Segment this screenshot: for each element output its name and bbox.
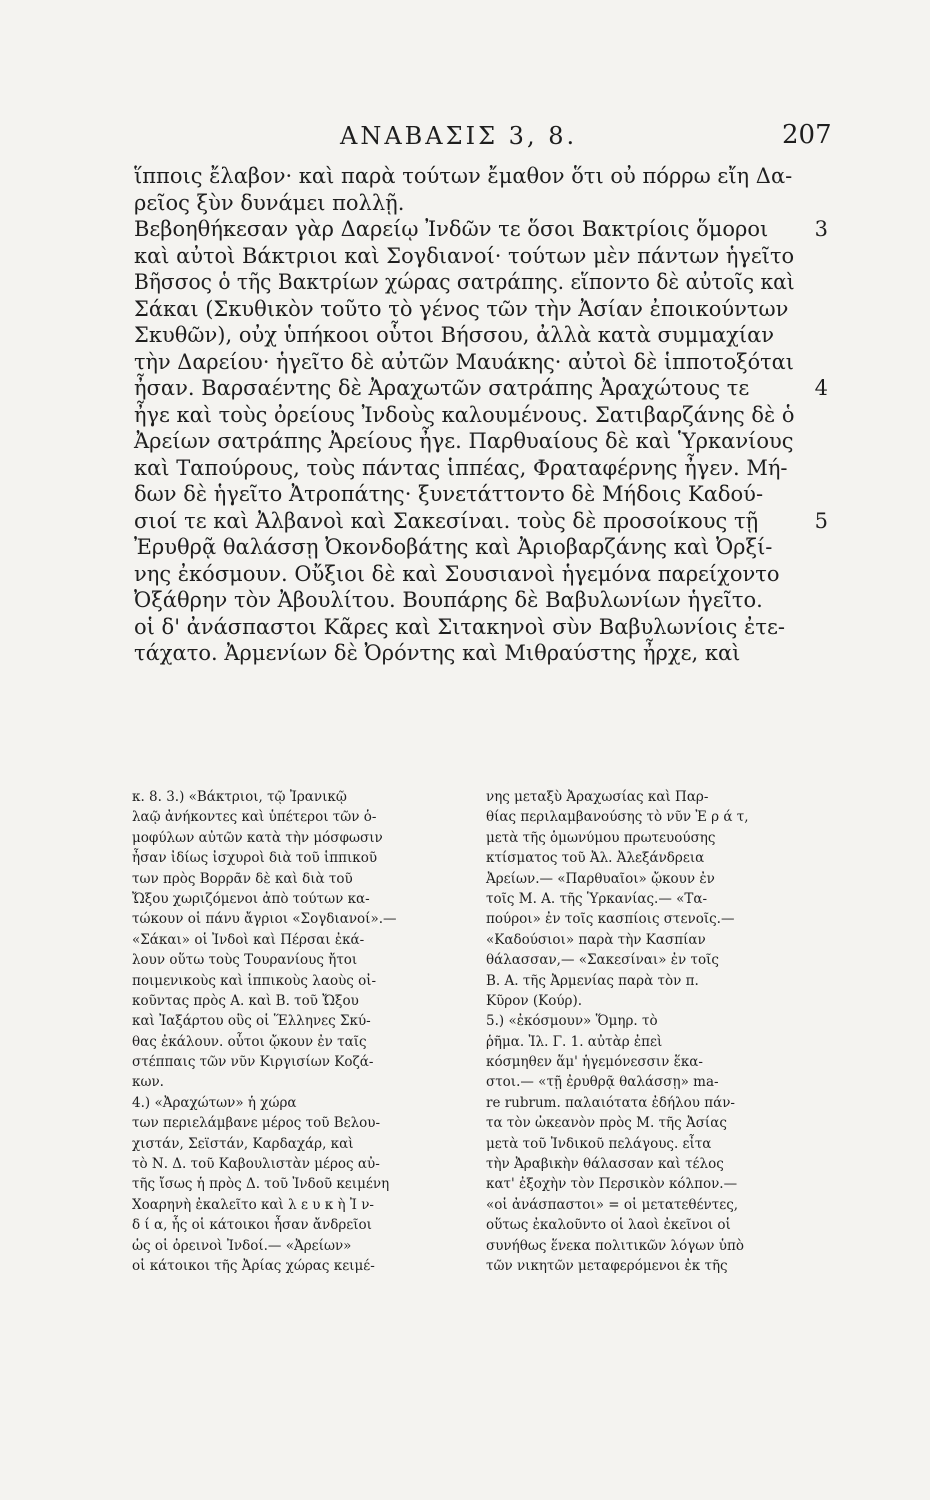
text-line bbox=[134, 269, 824, 296]
footnote-line: τῶν νικητῶν μεταφερόμενοι ἐκ τῆς bbox=[486, 1257, 728, 1274]
text-line bbox=[134, 508, 828, 535]
text-line bbox=[134, 561, 824, 588]
footnote-line: 4.) «Ἀραχώτων» ἡ χώρα bbox=[132, 1094, 297, 1111]
footnote-line: Ἀρείων.— «Παρθυαῖοι» ᾤκουν ἐν bbox=[486, 870, 715, 887]
main-text-block bbox=[134, 163, 828, 667]
footnote-line: θάλασσαν,— «Σακεσίναι» ἐν τοῖς bbox=[486, 952, 719, 969]
footnote-line: τὴν Ἀραβικὴν θάλασσαν καὶ τέλος bbox=[486, 1156, 724, 1173]
footnote-line: κτίσματος τοῦ Ἀλ. Ἀλεξάνδρεια bbox=[486, 850, 705, 867]
footnote-line: δ ί α, ἧς οἱ κάτοικοι ἦσαν ἄνδρεῖοι bbox=[132, 1217, 372, 1234]
text-line bbox=[134, 375, 828, 402]
text-line bbox=[134, 587, 824, 614]
text-line-content: ρεῖος ξὺν δυνάμει πολλῇ. bbox=[134, 190, 405, 215]
footnote-line: κων. bbox=[132, 1074, 164, 1091]
footnote-line: χιστάν, Σεϊστάν, Καρδαχάρ, καὶ bbox=[132, 1135, 354, 1152]
text-line-content: οἱ δ' ἀνάσπαστοι Κᾶρες καὶ Σιτακηνοὶ σὺν Βαβυλωνίοις ἐτε- bbox=[134, 614, 785, 639]
footnote-line: τα τὸν ὠκεανὸν πρὸς Μ. τῆς Ἀσίας bbox=[486, 1115, 727, 1132]
text-line bbox=[134, 322, 824, 349]
text-line-content: τὴν Δαρείου· ἡγεῖτο δὲ αὐτῶν Μαυάκης· αὐτοὶ δὲ ἱπποτοξόται bbox=[134, 349, 794, 374]
footnote-line: Χοαρηνὴ ἐκαλεῖτο καὶ λ ε υ κ ὴ Ἰ ν- bbox=[132, 1196, 374, 1213]
text-line-content: σιοί τε καὶ Ἀλβανοὶ καὶ Σακεσίναι. τοὺς δὲ προσοίκους τῇ bbox=[134, 508, 759, 533]
running-head bbox=[0, 118, 930, 158]
text-line bbox=[134, 163, 824, 190]
text-line-content: καὶ Ταπούρους, τοὺς πάντας ἱππέας, Φραταφέρνης ἦγεν. Μή- bbox=[134, 455, 788, 480]
footnote-line: συνήθως ἕνεκα πολιτικῶν λόγων ὑπὸ bbox=[486, 1237, 745, 1254]
page-number: 207 bbox=[782, 120, 832, 150]
text-line-content: ἵπποις ἔλαβον· καὶ παρὰ τούτων ἔμαθον ὅτι οὐ πόρρω εἴη Δα- bbox=[134, 164, 793, 188]
section-number: 5 bbox=[814, 508, 828, 533]
footnote-line: στέππαις τῶν νῦν Κιργισίων Κοζά- bbox=[132, 1054, 374, 1071]
footnote-line: θίας περιλαμβανούσης τὸ νῦν Ἐ ρ ά τ, bbox=[486, 809, 749, 826]
text-line-content: Σκυθῶν), οὐχ ὑπήκοοι οὗτοι Βήσσου, ἀλλὰ κατὰ συμμαχίαν bbox=[134, 323, 775, 347]
text-line bbox=[134, 216, 828, 243]
text-line-content: Ὀξάθρην τὸν Ἀβουλίτου. Βουπάρης δὲ Βαβυλωνίων ἡγεῖτο. bbox=[134, 588, 763, 612]
footnote-line: στοι.— «τῇ ἐρυθρᾷ θαλάσσῃ» ma- bbox=[486, 1074, 719, 1091]
footnote-line: κ. 8. 3.) «Βάκτριοι, τῷ Ἰρανικῷ bbox=[132, 789, 347, 805]
text-line bbox=[134, 534, 824, 561]
text-line bbox=[134, 455, 824, 482]
footnote-line: πούροι» ἐν τοῖς κασπίοις στενοῖς.— bbox=[486, 911, 735, 928]
text-line-content: δων δὲ ἡγεῖτο Ἀτροπάτης· ξυνετάττοντο δὲ Μήδοις Καδού- bbox=[134, 482, 764, 506]
footnote-line: «Σάκαι» οἱ Ἰνδοὶ καὶ Πέρσαι ἐκά- bbox=[132, 931, 365, 948]
text-line bbox=[134, 243, 824, 270]
text-line-content: ἦγε καὶ τοὺς ὀρείους Ἰνδοὺς καλουμένους. Σατιβαρζάνης δὲ ὁ bbox=[134, 402, 795, 427]
footnote-line: ποιμενικοὺς καὶ ἱππικοὺς λαοὺς οἰ- bbox=[132, 972, 377, 989]
footnote-line: μετὰ τῆς ὁμωνύμου πρωτευούσης bbox=[486, 829, 716, 846]
text-line bbox=[134, 428, 824, 455]
footnote-line: τώκουν οἱ πάνυ ἄγριοι «Σογδιανοί».— bbox=[132, 911, 397, 928]
text-line bbox=[134, 481, 824, 508]
footnote-line: οἱ κάτοικοι τῆς Ἀρίας χώρας κειμέ- bbox=[132, 1257, 375, 1274]
text-line-content: Βεβοηθήκεσαν γὰρ Δαρείῳ Ἰνδῶν τε ὅσοι Βακτρίοις ὅμοροι bbox=[134, 217, 769, 241]
footnote-line: κοῦντας πρὸς Α. καὶ Β. τοῦ Ὤξου bbox=[132, 992, 359, 1009]
footnote-line: μετὰ τοῦ Ἰνδικοῦ πελάγους. εἶτα bbox=[486, 1135, 712, 1152]
footnote-line: ῥῆμα. Ἰλ. Γ. 1. αὐτὰρ ἐπεὶ bbox=[486, 1033, 663, 1050]
footnote-line: τὸ Ν. Δ. τοῦ Καβουλιστὰν μέρος αὐ- bbox=[132, 1156, 380, 1173]
text-line bbox=[134, 614, 824, 641]
text-line-content: Βῆσσος ὁ τῆς Βακτρίων χώρας σατράπης. εἵποντο δὲ αὐτοῖς καὶ bbox=[134, 270, 795, 294]
section-number: 3 bbox=[814, 217, 828, 241]
footnote-line: ὡς οἱ ὀρεινοὶ Ἰνδοί.— «Ἀρείων» bbox=[132, 1237, 352, 1254]
footnote-line: των περιελάμβανε μέρος τοῦ Βελου- bbox=[132, 1115, 381, 1132]
footnote-line: θας ἐκάλουν. οὗτοι ᾤκουν ἐν ταῖς bbox=[132, 1033, 367, 1050]
footnote-line: Β. Α. τῆς Ἀρμενίας παρὰ τὸν π. bbox=[486, 972, 699, 989]
footnote-line: κατ' ἐξοχὴν τὸν Περσικὸν κόλπον.— bbox=[486, 1176, 738, 1193]
footnote-line: τοῖς Μ. Α. τῆς Ὑρκανίας.— «Τα- bbox=[486, 890, 708, 907]
text-line-content: Σάκαι (Σκυθικὸν τοῦτο τὸ γένος τῶν τὴν Ἀσίαν ἐποικούντων bbox=[134, 296, 789, 321]
footnotes-right-column bbox=[486, 787, 816, 1276]
footnote-line: «οἱ ἀνάσπαστοι» = οἱ μετατεθέντες, bbox=[486, 1196, 739, 1213]
text-line-content: ἦσαν. Βαρσαέντης δὲ Ἀραχωτῶν σατράπης Ἀραχώτους τε bbox=[134, 376, 750, 400]
text-line-content: καὶ αὐτοὶ Βάκτριοι καὶ Σογδιανοί· τούτων μὲν πάντων ἡγεῖτο bbox=[134, 243, 795, 268]
footnote-line: νης μεταξὺ Ἀραχωσίας καὶ Παρ- bbox=[486, 789, 709, 805]
running-title: ΑΝΑΒΑΣΙΣ 3, 8. bbox=[340, 122, 578, 150]
footnote-line: οὕτως ἐκαλοῦντο οἱ λαοὶ ἐκεῖνοι οἱ bbox=[486, 1217, 731, 1234]
footnote-line: κόσμηθεν ἅμ' ἡγεμόνεσσιν ἕκα- bbox=[486, 1054, 703, 1071]
footnote-line: 5.) «ἐκόσμουν» Ὅμηρ. τὸ bbox=[486, 1013, 658, 1030]
footnote-line: καὶ Ἰαξάρτου οὓς οἱ Ἕλληνες Σκύ- bbox=[132, 1013, 371, 1030]
text-line-content: νης ἐκόσμουν. Οὔξιοι δὲ καὶ Σουσιανοὶ ἡγεμόνα παρείχοντο bbox=[134, 561, 780, 586]
footnote-line: λαῷ ἀνήκοντες καὶ ὑπέτεροι τῶν ὁ- bbox=[132, 809, 377, 826]
footnote-line: Κῦρον (Κούρ). bbox=[486, 992, 583, 1009]
text-line bbox=[134, 640, 824, 667]
text-line bbox=[134, 296, 824, 323]
footnote-line: των πρὸς Βορρᾶν δὲ καὶ διὰ τοῦ bbox=[132, 870, 353, 887]
text-line-content: Ἀρείων σατράπης Ἀρείους ἦγε. Παρθυαίους δὲ καὶ Ὑρκανίους bbox=[134, 429, 794, 453]
footnote-line: Ὤξου χωριζόμενοι ἀπὸ τούτων κα- bbox=[132, 890, 370, 907]
footnote-line: τῆς ἴσως ἡ πρὸς Δ. τοῦ Ἰνδοῦ κειμένη bbox=[132, 1176, 390, 1193]
text-line bbox=[134, 402, 824, 429]
footnote-line: μοφύλων αὐτῶν κατὰ τὴν μόσφωσιν bbox=[132, 829, 383, 846]
text-line-content: τάχατο. Ἀρμενίων δὲ Ὀρόντης καὶ Μιθραύστης ἦρχε, καὶ bbox=[134, 641, 741, 665]
footnote-line: «Καδούσιοι» παρὰ τὴν Κασπίαν bbox=[486, 931, 706, 948]
footnote-line: λουν οὕτω τοὺς Τουρανίους ἤτοι bbox=[132, 952, 358, 969]
section-number: 4 bbox=[814, 376, 828, 400]
text-line bbox=[134, 190, 824, 217]
text-line bbox=[134, 349, 824, 376]
footnotes-left-column bbox=[132, 787, 458, 1276]
footnote-line: ἦσαν ἰδίως ἰσχυροὶ διὰ τοῦ ἱππικοῦ bbox=[132, 850, 378, 867]
text-line-content: Ἐρυθρᾷ θαλάσσῃ Ὀκονδοβάτης καὶ Ἀριοβαρζάνης καὶ Ὀρξί- bbox=[134, 535, 773, 559]
footnote-line: re rubrum. παλαιότατα ἐδήλου πάν- bbox=[486, 1094, 735, 1111]
